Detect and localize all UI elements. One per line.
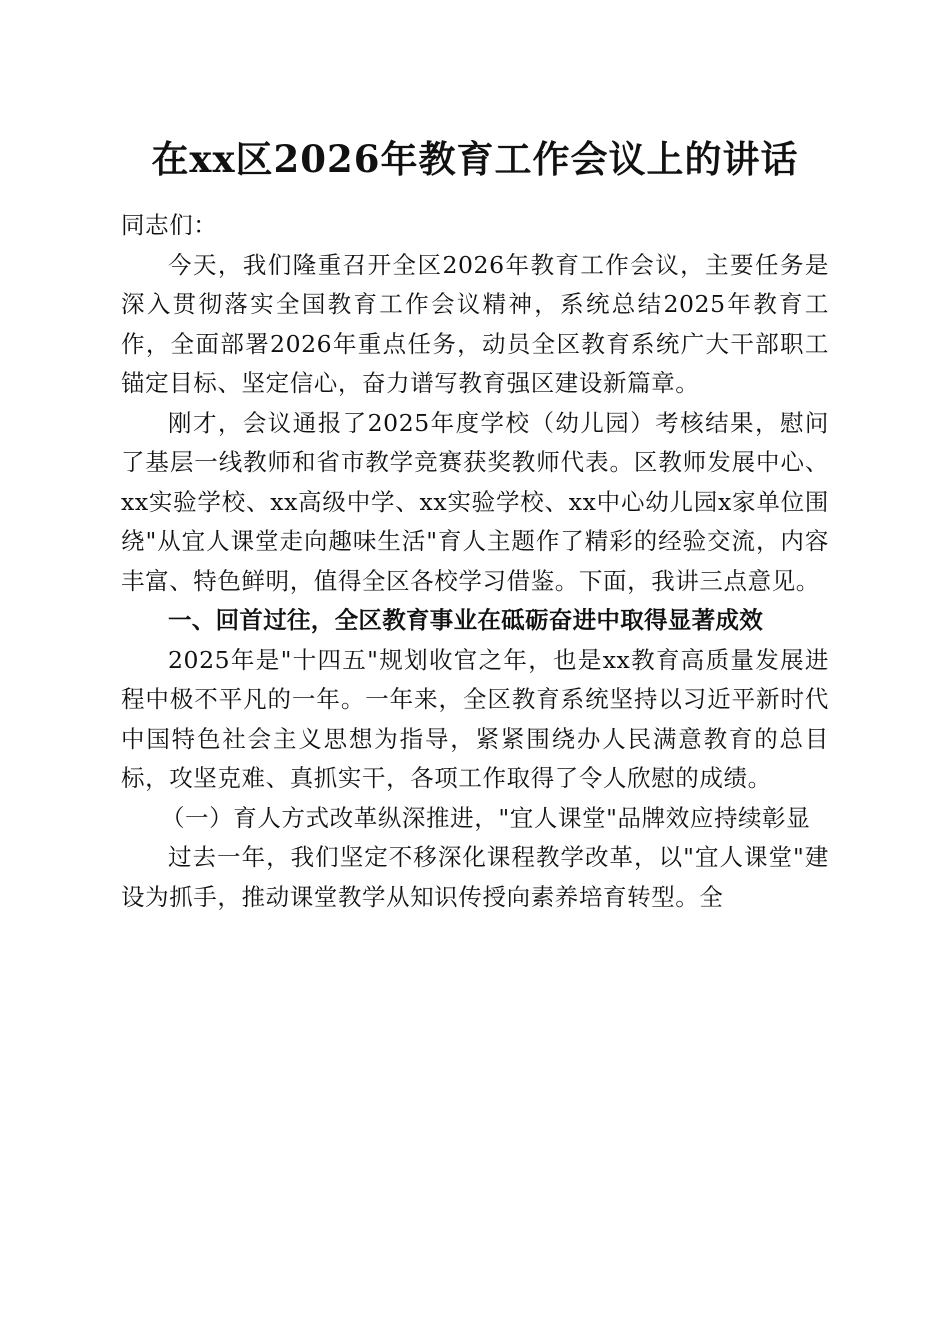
document-body bbox=[121, 206, 829, 917]
intro-paragraph: 今天，我们隆重召开全区2026年教育工作会议，主要任务是深入贯彻落实全国教育工作会议精神，系统总结2025年教育工作，全面部署2026年重点任务，动员全区教育系统广大干部职工锚定目标、坚定信心，奋力谱写教育强区建设新篇章。 bbox=[121, 250, 829, 397]
subsection-1-paragraph: 过去一年，我们坚定不移深化课程教学改革，以"宜人课堂"建设为抓手，推动课堂教学从知识传授向素养培育转型。全 bbox=[121, 843, 829, 911]
document-title: 在xx区2026年教育工作会议上的讲话 bbox=[151, 137, 799, 181]
meeting-summary-paragraph: 刚才，会议通报了2025年度学校（幼儿园）考核结果，慰问了基层一线教师和省市教学竞赛获奖教师代表。区教师发展中心、xx实验学校、xx高级中学、xx实验学校、xx中心幼儿园x家单位围绕"从宜人课堂走向趣味生活"育人主题作了精彩的经验交流，内容丰富、特色鲜明，值得全区各校学习借鉴。下面，我讲三点意见。 bbox=[121, 408, 829, 595]
salutation: 同志们： bbox=[121, 211, 218, 239]
section-heading-1: 一、回首过往，全区教育事业在砥砺奋进中取得显著成效 bbox=[168, 606, 763, 634]
subsection-heading-1: （一）育人方式改革纵深推进，"宜人课堂"品牌效应持续彰显 bbox=[160, 803, 811, 832]
section-1-paragraph: 2025年是"十四五"规划收官之年，也是xx教育高质量发展进程中极不平凡的一年。一年来，全区教育系统坚持以习近平新时代中国特色社会主义思想为指导，紧紧围绕办人民满意教育的总目标，攻坚克难、真抓实干，各项工作取得了令人欣慰的成绩。 bbox=[121, 645, 829, 792]
